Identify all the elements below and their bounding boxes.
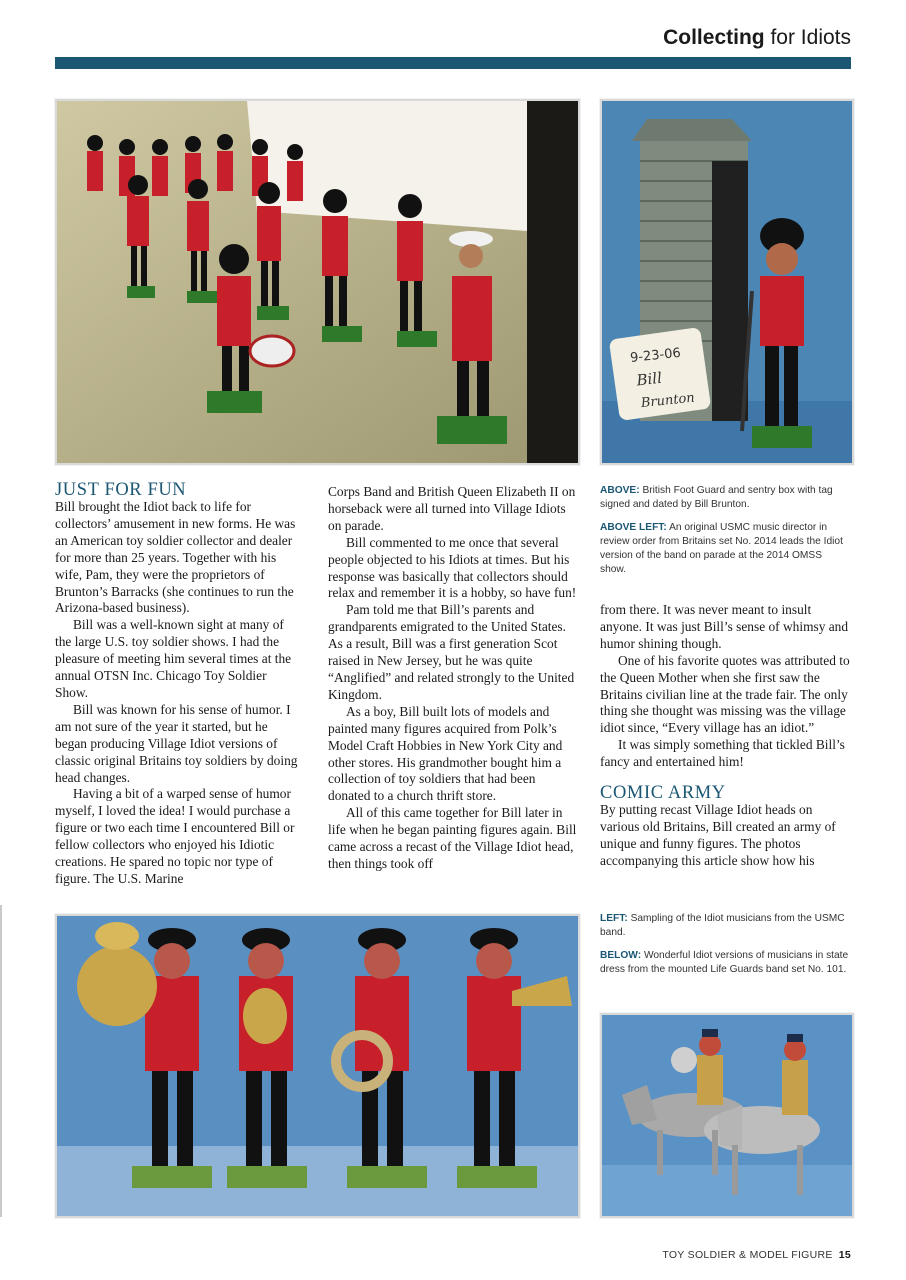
tag-date: 9-23-06 [629, 345, 682, 366]
header-title-bold: Collecting [663, 26, 765, 49]
paragraph: Bill was a well-known sight at many of the large U.S. toy soldier shows. I had the pleasure of meeting him several times at the annual OTSN Inc. Chicago Toy Soldier Show. [55, 617, 292, 700]
article-column-3 [600, 602, 850, 870]
section-heading-comic-army: COMIC ARMY [600, 783, 726, 804]
header-rule [55, 57, 851, 69]
caption-lead: ABOVE LEFT: [600, 522, 667, 534]
footer-magazine-name: TOY SOLDIER & MODEL FIGURE [662, 1249, 833, 1261]
photo-band-on-parade [55, 99, 580, 465]
photo-idiot-musicians [55, 914, 580, 1218]
caption-text: Sampling of the Idiot musicians from the USMC band. [600, 913, 845, 938]
paragraph: One of his favorite quotes was attributed to the Queen Mother when she first saw the Britains civilian line at the trade fair. The only thing she thought was missing was the village idiot since, “Every village has an idiot.” [600, 652, 850, 736]
paragraph: By putting recast Village Idiot heads on various old Britains, Bill created an army of unique and funny figures. The photos accompanying this article show how his [600, 802, 836, 868]
caption-text: British Foot Guard and sentry box with tag signed and dated by Bill Brunton. [600, 485, 833, 510]
paragraph: All of this came together for Bill later in life when he began painting figures again. Bill came across a recast of the Village Idiot head, then things took off [328, 805, 577, 871]
caption-text: An original USMC music director in review order from Britains set No. 2014 leads the Idiot version of the band on parade at the 2014 OMSS show. [600, 522, 843, 575]
paragraph: Bill brought the Idiot back to life for collectors’ amusement in new forms. He was an American toy soldier collector and dealer for more than 25 years. Together with his wife, Pam, they were the proprietors of Brunton’s Barracks (she continues to run the Arizona-based business). [55, 499, 296, 616]
band-parade-illustration [57, 101, 578, 463]
caption-above-left [600, 521, 850, 576]
paragraph: from there. It was never meant to insult anyone. It was just Bill’s sense of whimsy and humor shining though. [600, 602, 849, 651]
section-heading-just-for-fun: JUST FOR FUN [55, 480, 187, 500]
caption-left [600, 912, 850, 939]
running-header [663, 26, 851, 50]
life-guards-illustration [602, 1015, 852, 1216]
page-edge-mark [0, 905, 2, 1217]
tag-signature-last: Brunton [640, 390, 696, 412]
page-footer [662, 1249, 851, 1261]
caption-text: Wonderful Idiot versions of musicians in state dress from the mounted Life Guards band set No. 101. [600, 950, 849, 976]
paragraph: It was simply something that tickled Bill’s fancy and entertained him! [600, 737, 845, 770]
paragraph: Corps Band and British Queen Elizabeth II on horseback were all turned into Village Idiots on parade. [328, 484, 576, 533]
paragraph: Bill commented to me once that several people objected to his Idiots at times. But his response was basically that collectors should relax and remember it is a hobby, so have fun! [328, 534, 577, 601]
article-column-2 [328, 484, 577, 873]
caption-block-top [600, 484, 850, 586]
paragraph: Pam told me that Bill’s parents and grandparents emigrated to the United States. As a result, Bill was a first generation Scot raised in New Jersey, but he was quite “Anglified” and related strongly to the United Kingdom. [328, 602, 575, 702]
caption-lead: LEFT: [600, 913, 628, 924]
foot-guard-illustration [602, 101, 852, 463]
caption-below [600, 949, 850, 976]
tag-signature-first: Bill [635, 368, 663, 390]
header-title-rest: for Idiots [764, 26, 851, 49]
paragraph: Bill was known for his sense of humor. I am not sure of the year it started, but he began producing Village Idiot versions of classic original Britains toy soldiers by doing head changes. [55, 701, 298, 785]
photo-foot-guard-sentry-box [600, 99, 854, 465]
paragraph: As a boy, Bill built lots of models and painted many figures acquired from Polk’s Model Craft Hobbies in New York City and other stores. His grandmother bought him a collection of toy soldiers that had been donated to a church thrift store. [328, 703, 563, 804]
paragraph: Having a bit of a warped sense of humor myself, I loved the idea! I would purchase a figure or two each time I encountered Bill or fellow collectors who enjoyed his Idiotic creations. He spared no topic nor type of figure. The U.S. Marine [55, 786, 295, 886]
caption-lead: BELOW: [600, 950, 642, 962]
caption-lead: ABOVE: [600, 485, 640, 496]
article-column-1 [55, 481, 302, 888]
musicians-illustration [57, 916, 578, 1216]
caption-block-bottom [600, 912, 850, 987]
page-number: 15 [838, 1249, 851, 1261]
photo-mounted-life-guards [600, 1013, 854, 1218]
caption-above [600, 484, 850, 511]
